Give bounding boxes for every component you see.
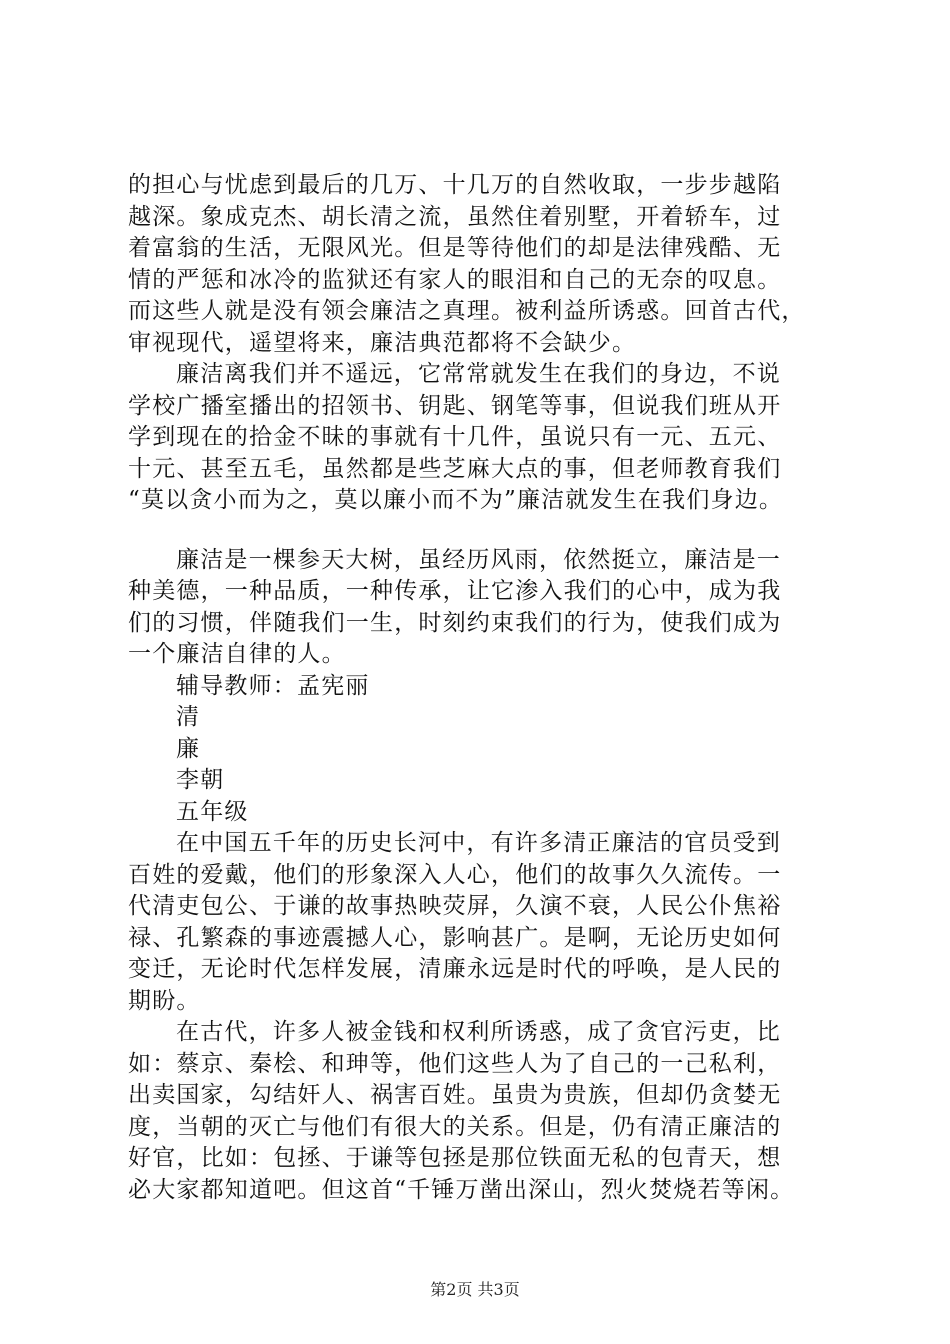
text-line: 而这些人就是没有领会廉洁之真理。被利益所诱惑。回首古代，: [128, 298, 806, 324]
text-line: 越深。象成克杰、胡长清之流，虽然住着别墅，开着轿车，过: [128, 203, 782, 230]
paragraph-start-line: 在中国五千年的历史长河中，有许多清正廉洁的官员受到: [176, 830, 781, 856]
text-line: 的担心与忧虑到最后的几万、十几万的自然收取，一步步越陷: [128, 172, 782, 198]
grade-line: 五年级: [176, 798, 249, 825]
text-line: 出卖国家，勾结奸人、祸害百姓。虽贵为贵族，但却仍贪婪无: [128, 1082, 782, 1108]
title-char-line: 廉: [176, 735, 201, 762]
title-char-line: 清: [176, 704, 201, 730]
text-line: “莫以贪小而为之，莫以廉小而不为”廉洁就发生在我们身边。: [128, 487, 784, 513]
text-line: 期盼。: [128, 987, 201, 1014]
paragraph-gap: [128, 517, 858, 545]
text-line: 情的严惩和冰冷的监狱还有家人的眼泪和自己的无奈的叹息。: [128, 266, 782, 293]
text-line: 必大家都知道吧。但这首“千锤万凿出深山，烈火焚烧若等闲。: [128, 1176, 795, 1203]
text-line: 们的习惯，伴随我们一生，时刻约束我们的行为，使我们成为: [128, 609, 782, 636]
text-line: 好官，比如：包拯、于谦等包拯是那位铁面无私的包青天，想: [128, 1145, 782, 1171]
text-line: 一个廉洁自律的人。: [128, 641, 346, 667]
text-line: 审视现代，遥望将来，廉洁典范都将不会缺少。: [128, 329, 637, 356]
text-line: 变迁，无论时代怎样发展，清廉永远是时代的呼唤，是人民的: [128, 956, 782, 982]
text-line: 度，当朝的灭亡与他们有很大的关系。但是，仍有清正廉洁的: [128, 1113, 782, 1140]
text-line: 如：蔡京、秦桧、和珅等，他们这些人为了自己的一己私利，: [128, 1050, 782, 1077]
text-line: 代清吏包公、于谦的故事热映荧屏，久演不衰，人民公仆焦裕: [128, 893, 782, 919]
text-line: 种美德，一种品质，一种传承，让它渗入我们的心中，成为我: [128, 578, 782, 604]
paragraph-start-line: 廉洁离我们并不遥远，它常常就发生在我们的身边，不说: [176, 361, 781, 387]
page-number-footer: 第2页 共3页: [430, 1280, 520, 1299]
text-line: 百姓的爱戴，他们的形象深入人心，他们的故事久久流传。一: [128, 861, 782, 888]
text-line: 学到现在的拾金不昧的事就有十几件，虽说只有一元、五元、: [128, 424, 782, 450]
text-line: 十元、甚至五毛，虽然都是些芝麻大点的事，但老师教育我们: [128, 455, 782, 482]
author-line: 李朝: [176, 767, 225, 793]
paragraph-start-line: 在古代，许多人被金钱和权利所诱惑，成了贪官污吏，比: [176, 1019, 781, 1045]
paragraph-start-line: 廉洁是一棵参天大树，虽经历风雨，依然挺立，廉洁是一: [176, 546, 781, 573]
text-line: 禄、孔繁森的事迹震撼人心，影响甚广。是啊，无论历史如何: [128, 924, 782, 951]
text-line: 着富翁的生活，无限风光。但是等待他们的却是法律残酷、无: [128, 235, 782, 261]
text-line: 学校广播室播出的招领书、钥匙、钢笔等事，但说我们班从开: [128, 392, 782, 419]
teacher-line: 辅导教师：孟宪丽: [176, 672, 370, 699]
document-body: [128, 170, 858, 1206]
